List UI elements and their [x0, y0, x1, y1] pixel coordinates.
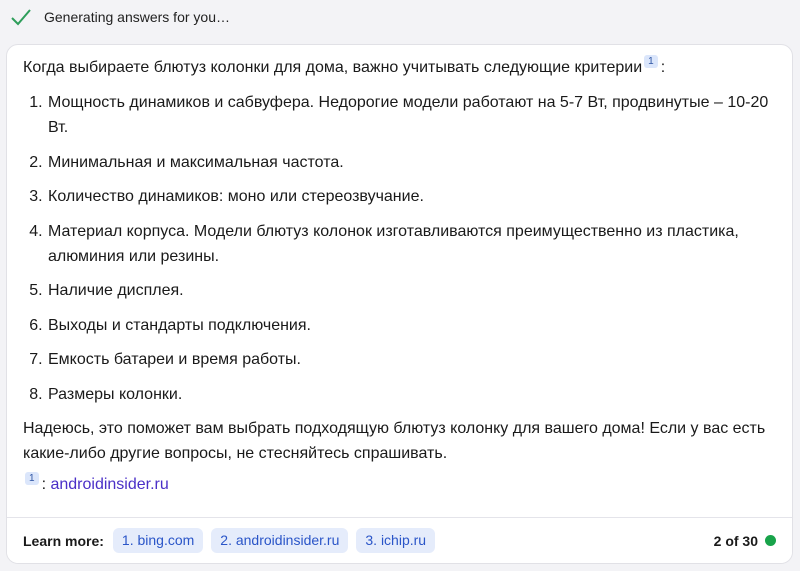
response-counter: [714, 533, 776, 549]
list-item: 7. Емкость батареи и время работы.: [47, 347, 775, 372]
citation-badge[interactable]: 1: [644, 55, 658, 68]
learn-more-link-androidinsider[interactable]: 2. androidinsider.ru: [211, 528, 348, 553]
generation-status: [10, 4, 230, 30]
source-separator: :: [41, 476, 47, 493]
learn-more-bar: [7, 517, 792, 563]
learn-more-link-ichip[interactable]: 3. ichip.ru: [356, 528, 435, 553]
list-item: 3. Количество динамиков: моно или стереозвучание.: [47, 184, 775, 209]
list-item: 5. Наличие дисплея.: [47, 278, 775, 303]
list-item: 6. Выходы и стандарты подключения.: [47, 313, 775, 338]
source-reference: [23, 472, 775, 497]
source-citation-badge[interactable]: 1: [25, 472, 39, 485]
source-link[interactable]: androidinsider.ru: [50, 476, 169, 493]
checkmark-icon: [10, 6, 32, 28]
answer-content: [23, 55, 775, 497]
counter-text: 2 of 30: [713, 532, 758, 549]
list-item: 8. Размеры колонки.: [47, 382, 775, 407]
list-item: 1. Мощность динамиков и сабвуфера. Недорогие модели работают на 5-7 Вт, продвинутые – 10-20 Вт.: [47, 90, 775, 140]
learn-more-label: Learn more:: [23, 532, 104, 549]
list-item: 2. Минимальная и максимальная частота.: [47, 150, 775, 175]
criteria-list: [23, 90, 775, 407]
status-dot-icon: [765, 535, 776, 546]
intro-suffix: :: [660, 59, 666, 76]
answer-intro: [23, 55, 775, 80]
learn-more-link-bing[interactable]: 1. bing.com: [113, 528, 203, 553]
intro-text: Когда выбираете блютуз колонки для дома, важно учитывать следующие критерии: [23, 59, 643, 76]
status-text: Generating answers for you…: [44, 9, 230, 25]
list-item: 4. Материал корпуса. Модели блютуз колонок изготавливаются преимущественно из пластика, алюминия или резины.: [47, 219, 775, 269]
answer-outro: Надеюсь, это поможет вам выбрать подходящую блютуз колонку для вашего дома! Если у вас есть какие-либо другие вопросы, не стесняйтесь спрашивать.: [23, 420, 766, 462]
answer-card: [6, 44, 793, 564]
